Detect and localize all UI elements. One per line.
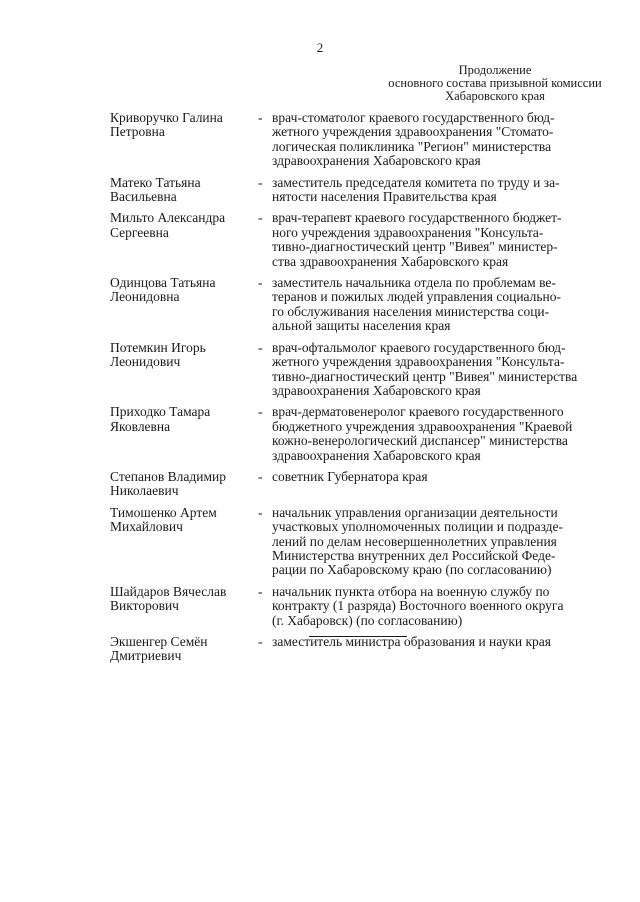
member-role-line: врач-терапевт краевого государственного бюджет- [272, 210, 562, 226]
member-role-line: ного учреждения здравоохранения "Консульта- [272, 224, 544, 240]
member-role-line: заместитель министра образования и науки края [272, 634, 551, 649]
member-role-line: врач-офтальмолог краевого государственного бюд- [272, 339, 566, 355]
member-name-line: Николаевич [110, 483, 179, 499]
member-role-line: го обслуживания населения министерства соци- [272, 303, 550, 319]
dash-separator: - [258, 404, 263, 420]
member-name [110, 405, 258, 463]
member-role [272, 111, 610, 169]
dash-separator: - [258, 210, 263, 226]
member-role [272, 211, 610, 269]
member-name-line: Экшенгер Семён [110, 634, 208, 649]
member-role-line: контракту (1 разряда) Восточного военного округа [272, 598, 564, 614]
member-entry [110, 585, 610, 628]
member-role-line: альной защиты населения края [272, 318, 451, 334]
member-role-line: участковых уполномоченных полиции и подразде- [272, 519, 564, 535]
member-name [110, 176, 258, 205]
member-role-line: теранов и пожилых людей управления социально- [272, 289, 562, 305]
member-name-line: Петровна [110, 124, 165, 140]
member-role [272, 585, 610, 628]
member-name-line: Леонидовна [110, 289, 180, 305]
member-name [110, 635, 258, 664]
member-name-line: Яковлевна [110, 418, 171, 434]
member-role [272, 176, 610, 205]
header-line: Продолжение [458, 63, 532, 77]
member-role [272, 506, 610, 578]
member-entry [110, 506, 610, 578]
member-role-line: здравоохранения Хабаровского края [272, 382, 481, 398]
dash-separator: - [258, 504, 263, 520]
member-role-line: врач-стоматолог краевого государственного бюд- [272, 110, 555, 125]
member-name-line: Васильевна [110, 189, 177, 205]
end-separator-line [309, 636, 407, 637]
member-name [110, 276, 258, 334]
member-role-line: рации по Хабаровскому краю (по согласованию) [272, 562, 552, 578]
member-name [110, 506, 258, 578]
page-number: 2 [316, 40, 324, 55]
member-role-line: жетного учреждения здравоохранения "Стомато- [272, 124, 554, 140]
header-line: Хабаровского края [445, 89, 545, 103]
member-role-line: Министерства внутренних дел Российской Феде- [272, 547, 556, 563]
member-role-line: здравоохранения Хабаровского края [272, 447, 481, 463]
member-role-line: логическая поликлиника "Регион" министерства [272, 138, 552, 154]
dash-separator: - [258, 110, 263, 125]
member-name-line: Криворучко Галина [110, 110, 223, 125]
member-name-line: Одинцова Татьяна [110, 275, 216, 291]
member-name-line: Леонидович [110, 354, 181, 370]
member-role [272, 276, 610, 334]
member-role-line: ства здравоохранения Хабаровского края [272, 253, 509, 269]
continuation-header [370, 64, 620, 103]
dash-separator: - [258, 583, 263, 599]
member-name-line: Приходко Тамара [110, 404, 211, 420]
member-name-line: Шайдаров Вячеслав [110, 583, 227, 599]
member-role [272, 470, 610, 499]
dash-separator: - [258, 634, 263, 649]
member-name-line: Михайлович [110, 519, 183, 535]
member-role [272, 341, 610, 399]
member-role-line: тивно-диагностический центр "Вивея" министерства [272, 368, 578, 384]
member-role-line: нятости населения Правительства края [272, 189, 497, 205]
member-role-line: бюджетного учреждения здравоохранения "Краевой [272, 418, 573, 434]
member-role [272, 635, 610, 664]
member-entry [110, 111, 610, 169]
member-name [110, 585, 258, 628]
member-entry [110, 211, 610, 269]
member-role-line: начальник пункта отбора на военную службу по [272, 583, 550, 599]
member-name [110, 111, 258, 169]
member-role-line: врач-дерматовенеролог краевого государственного [272, 404, 564, 420]
member-entry [110, 635, 610, 664]
member-role-line: (г. Хабаровск) (по согласованию) [272, 612, 463, 628]
member-name-line: Потемкин Игорь [110, 339, 206, 355]
member-role-line: начальник управления организации деятельности [272, 504, 558, 520]
member-entry [110, 470, 610, 499]
member-name-line: Матеко Татьяна [110, 174, 201, 190]
member-name-line: Тимошенко Артем [110, 504, 217, 520]
dash-separator: - [258, 275, 263, 291]
member-entry [110, 405, 610, 463]
member-name [110, 341, 258, 399]
members-list [110, 111, 610, 664]
dash-separator: - [258, 174, 263, 190]
member-role-line: заместитель председателя комитета по труду и за- [272, 174, 560, 190]
member-name [110, 470, 258, 499]
header-line: основного состава призывной комиссии [388, 76, 602, 90]
member-entry [110, 176, 610, 205]
member-name-line: Сергеевна [110, 224, 169, 240]
member-role-line: советник Губернатора края [272, 468, 428, 484]
member-role-line: заместитель начальника отдела по проблемам ве- [272, 275, 556, 291]
member-role-line: тивно-диагностический центр "Вивея" министер- [272, 239, 558, 255]
member-role-line: жетного учреждения здравоохранения "Консульта- [272, 354, 565, 370]
member-role [272, 405, 610, 463]
member-name-line: Викторович [110, 598, 179, 614]
member-entry [110, 341, 610, 399]
member-entry [110, 276, 610, 334]
member-name [110, 211, 258, 269]
member-name-line: Мильто Александра [110, 210, 226, 226]
member-name-line: Дмитриевич [110, 648, 182, 664]
member-name-line: Степанов Владимир [110, 468, 227, 484]
member-role-line: кожно-венерологический диспансер" министерства [272, 433, 568, 449]
dash-separator: - [258, 339, 263, 355]
dash-separator: - [258, 468, 263, 484]
member-role-line: здравоохранения Хабаровского края [272, 153, 481, 169]
member-role-line: лений по делам несовершеннолетних управления [272, 533, 557, 549]
